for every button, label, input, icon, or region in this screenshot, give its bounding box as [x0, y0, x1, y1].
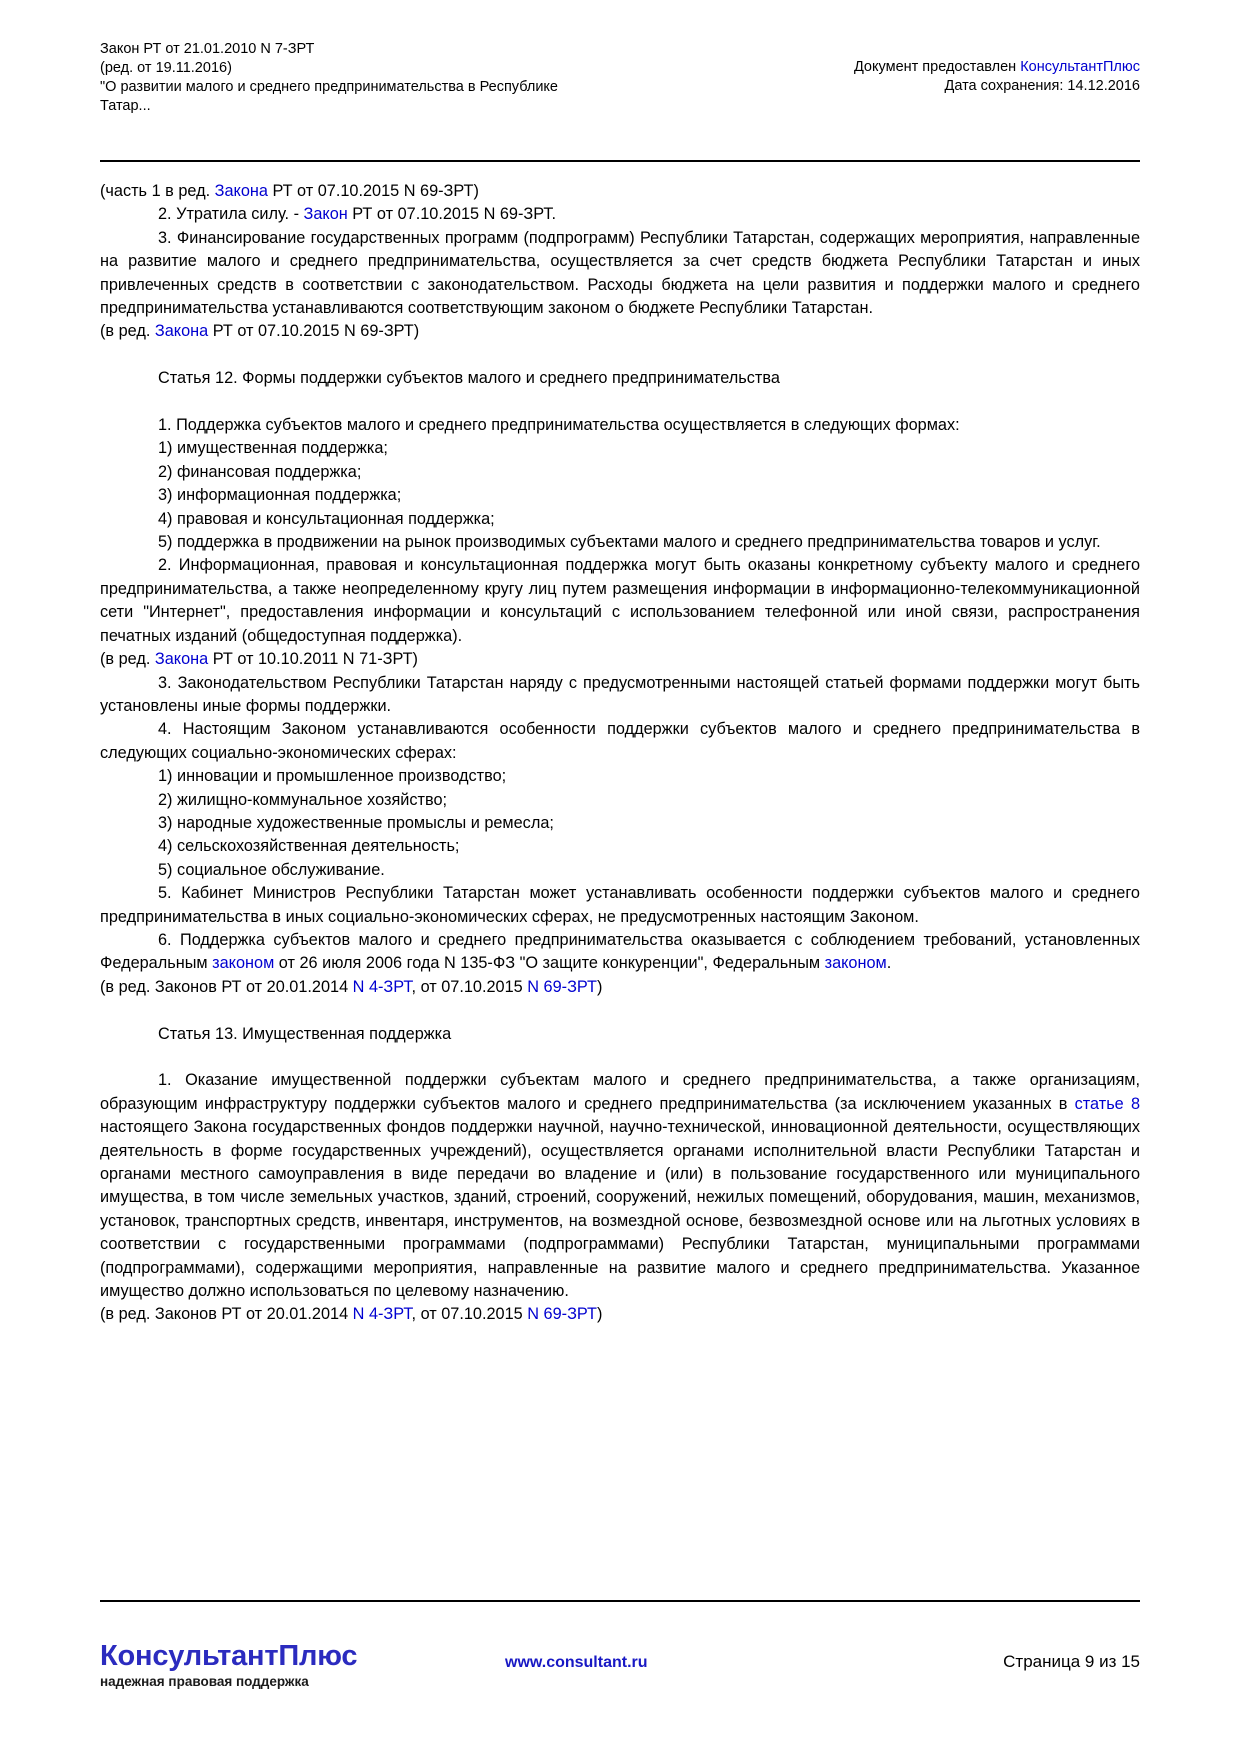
article-12-paragraph-6 [100, 929, 1140, 976]
rev-pre: (в ред. Законов РТ от 20.01.2014 [100, 977, 353, 996]
list-item: 5) поддержка в продвижении на рынок производимых субъектами малого и среднего предпринимательства товаров и услуг. [158, 533, 1101, 552]
paragraph-revision-2015 [100, 320, 1140, 343]
paragraph-revision-laws-1 [100, 976, 1140, 999]
rev-pre: (в ред. Законов РТ от 20.01.2014 [100, 1305, 353, 1324]
article-8-link[interactable]: статье 8 [1074, 1094, 1140, 1113]
p6-seg-2: от 26 июля 2006 года N 135-ФЗ "О защите конкуренции", Федеральным [274, 954, 825, 973]
article-13-paragraph-1 [100, 1069, 1140, 1303]
header-divider [100, 160, 1140, 162]
saved-date-label: Дата сохранения: 14.12.2016 [944, 78, 1140, 94]
provided-by-line [854, 58, 1140, 77]
list-item: 3) народные художественные промыслы и ремесла; [158, 813, 554, 832]
doc-title-line-3: "О развитии малого и среднего предпринимательства в Республике [100, 79, 558, 95]
document-body [100, 180, 1140, 1327]
rev-pre: (в ред. [100, 322, 155, 341]
article-12-paragraph-4: 4. Настоящим Законом устанавливаются особенности поддержки субъектов малого и среднего предпринимательства в следующих социально-экономических сферах: [100, 720, 1140, 762]
document-title-block [100, 40, 558, 116]
paragraph-3: 3. Финансирование государственных программ (подпрограмм) Республики Татарстан, содержащих мероприятия, направленные на развитие малого и среднего предпринимательства, осуществляется за счет средств бюджета Республики Татарстан и иных привлеченных средств в соответствии с законодательством. Расходы бюджета на цели развития и поддержки малого и среднего предпринимательства устанавливаются соответствующим законом о бюджете Республики Татарстан. [100, 228, 1140, 318]
list-item: 1) имущественная поддержка; [158, 439, 388, 458]
paragraph-2 [100, 203, 1140, 226]
paragraph-revision-2011 [100, 648, 1140, 671]
article-12-paragraph-3: 3. Законодательством Республики Татарстан наряду с предусмотренными настоящей статьей формами поддержки могут быть установлены иные формы поддержки. [100, 673, 1140, 715]
document-source-block [854, 40, 1140, 96]
law-number-link[interactable]: N 4-ЗРТ [352, 977, 412, 996]
law-link[interactable]: Закона [214, 182, 268, 200]
document-header [100, 40, 1140, 120]
p6-seg-1: 6. Поддержка субъектов малого и среднего предпринимательства оказывается с соблюдением требований, установленных Федеральным [100, 930, 1140, 973]
law-link[interactable]: Закона [154, 650, 209, 669]
spacer [100, 999, 1140, 1022]
paragraph-part1-revision [100, 180, 1140, 203]
law-link[interactable]: Закона [154, 322, 209, 341]
consultant-website-link[interactable]: www.consultant.ru [505, 1654, 648, 1671]
list-item: 4) правовая и консультационная поддержка; [158, 509, 495, 528]
consultant-plus-link[interactable]: КонсультантПлюс [1020, 59, 1140, 75]
article-13-heading: Статья 13. Имущественная поддержка [158, 1024, 452, 1043]
list-item: 5) социальное обслуживание. [158, 860, 385, 879]
article-12-paragraph-5: 5. Кабинет Министров Республики Татарстан может устанавливать особенности поддержки субъектов малого и среднего предпринимательства в иных социально-экономических сферах, не предусмотренных настоящим Законом. [100, 884, 1140, 926]
logo-wordmark: КонсультантПлюс [100, 1640, 358, 1672]
list-item: 3) информационная поддержка; [158, 486, 402, 505]
paragraph-revision-laws-2 [100, 1303, 1140, 1326]
rev-post: РТ от 07.10.2015 N 69-ЗРТ) [208, 322, 420, 341]
article-12-paragraph-2: 2. Информационная, правовая и консультационная поддержка могут быть оказаны конкретному субъекту малого и среднего предпринимательства, а также неопределенному кругу лиц путем размещения информации в информационно-телекоммуникационной сети "Интернет", предоставления информации и консультаций с использованием телефонной или иной связи, распространения печатных изданий (общедоступная поддержка). [100, 556, 1140, 645]
spacer [100, 1046, 1140, 1069]
p2-post: РТ от 07.10.2015 N 69-ЗРТ. [347, 205, 557, 224]
a13-seg-1: 1. Оказание имущественной поддержки субъектам малого и среднего предпринимательства, а также организациям, образующим инфраструктуру поддержки субъектов малого и среднего предпринимательства (за исключением указанных в [100, 1071, 1140, 1113]
p2-pre: 2. Утратила силу. - [158, 205, 304, 224]
spacer [100, 391, 1140, 414]
rev-mid: , от 07.10.2015 [411, 977, 528, 996]
doc-title-line-4: Татар... [100, 98, 151, 114]
law-number-link[interactable]: N 69-ЗРТ [527, 1305, 597, 1324]
rev-mid: , от 07.10.2015 [411, 1305, 528, 1324]
federal-law-link[interactable]: законом [212, 954, 275, 973]
article-12-heading: Статья 12. Формы поддержки субъектов малого и среднего предпринимательства [158, 369, 780, 388]
list-item: 4) сельскохозяйственная деятельность; [158, 837, 460, 856]
p6-seg-3: . [886, 954, 892, 973]
spacer [100, 344, 1140, 367]
law-link[interactable]: Закон [303, 205, 348, 224]
a13-seg-2: настоящего Закона государственных фондов поддержки научной, научно-технической, инновационной деятельности, осуществляющих деятельность в форме государственных учреждений), осуществляется органами исполнительной власти Республики Татарстан и органами местного самоуправления в виде передачи во владение и (или) в пользование государственного или муниципального имущества, в том числе земельных участков, зданий, строений, сооружений, нежилых помещений, оборудования, машин, механизмов, установок, транспортных средств, инвентаря, инструментов, на возмездной основе, безвозмездной основе или на льготных условиях в соответствии с государственными программами (подпрограммами) Республики Татарстан, муниципальными программами (подпрограммами), содержащими мероприятия, направленные на развитие малого и среднего предпринимательства. Указанное имущество должно использоваться по целевому назначению. [100, 1118, 1140, 1301]
law-number-link[interactable]: N 4-ЗРТ [352, 1305, 412, 1324]
rev-post: ) [596, 977, 603, 996]
law-number-link[interactable]: N 69-ЗРТ [527, 977, 597, 996]
rev-pre: (в ред. [100, 650, 155, 669]
article-12-paragraph-1: 1. Поддержка субъектов малого и среднего предпринимательства осуществляется в следующих формах: [158, 416, 960, 435]
federal-law-link[interactable]: законом [824, 954, 887, 973]
logo-tagline: надежная правовая поддержка [100, 1674, 309, 1689]
footer-divider [100, 1600, 1140, 1602]
doc-title-line-2: (ред. от 19.11.2016) [100, 60, 232, 76]
rev-pre: (часть 1 в ред. [100, 182, 215, 200]
list-item: 1) инновации и промышленное производство; [158, 767, 507, 786]
consultant-plus-logo [100, 1640, 520, 1691]
list-item: 2) финансовая поддержка; [158, 462, 362, 481]
document-footer [100, 1640, 1140, 1720]
rev-post: ) [596, 1305, 603, 1324]
rev-post: РТ от 10.10.2011 N 71-ЗРТ) [208, 650, 418, 669]
page-number-label: Страница 9 из 15 [1003, 1652, 1140, 1671]
provided-by-label: Документ предоставлен [853, 59, 1021, 75]
doc-title-line-1: Закон РТ от 21.01.2010 N 7-ЗРТ [100, 41, 315, 57]
rev-post: РТ от 07.10.2015 N 69-ЗРТ) [267, 182, 479, 200]
list-item: 2) жилищно-коммунальное хозяйство; [158, 790, 448, 809]
